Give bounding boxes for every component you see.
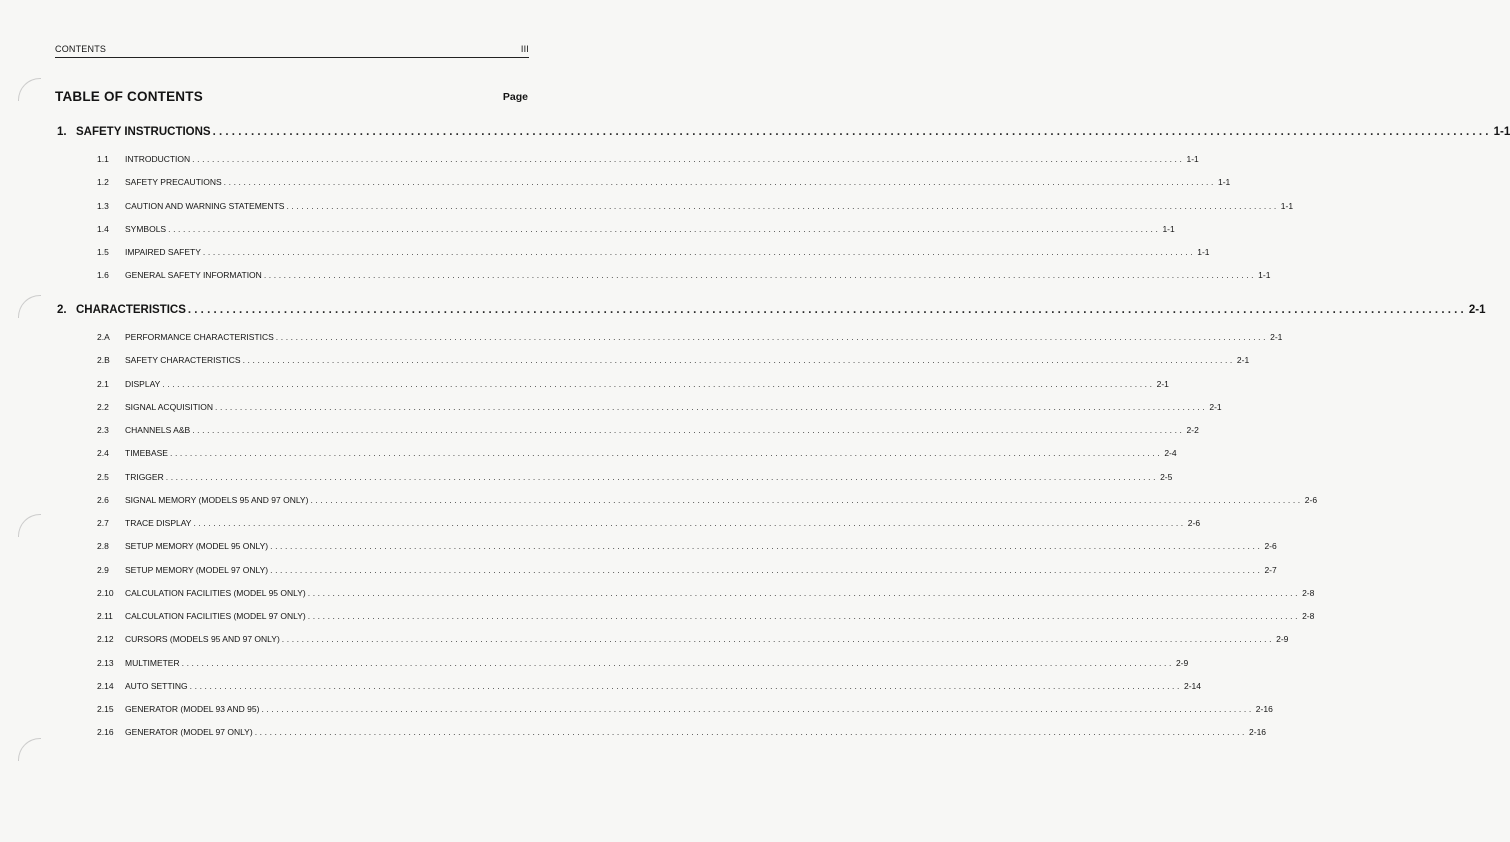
entry-page: 2-8 xyxy=(1302,588,1315,598)
scan-mark xyxy=(18,738,41,761)
toc-entry-row[interactable] xyxy=(97,565,1277,577)
toc-entry-row[interactable] xyxy=(97,634,1289,646)
dot-leader: ........................................................................................................................................................................................................ xyxy=(263,270,1257,280)
entry-page: 1-1 xyxy=(1218,177,1231,187)
entry-number: 2.8 xyxy=(97,541,109,551)
dot-leader: ........................................................................................................................................................................................................ xyxy=(192,425,1185,435)
entry-page: 2-1 xyxy=(1236,355,1250,365)
entry-title: DISPLAY xyxy=(125,379,161,389)
dot-leader: ........................................................................................................................................................................................................ xyxy=(215,402,1208,412)
dot-leader: ........................................................................................................................................................................................................ xyxy=(202,247,1196,257)
toc-entry-row[interactable] xyxy=(97,154,1199,166)
toc-entry-row[interactable] xyxy=(97,681,1201,693)
entry-title: GENERATOR (MODEL 97 ONLY) xyxy=(125,727,253,737)
entry-title: GENERAL SAFETY INFORMATION xyxy=(125,270,262,280)
toc-entry-row[interactable] xyxy=(97,402,1222,414)
scan-mark xyxy=(18,295,41,318)
entry-page: 1-1 xyxy=(1280,201,1294,211)
entry-page: 2-16 xyxy=(1255,704,1273,714)
entry-title: INTRODUCTION xyxy=(125,154,191,164)
entry-number: 2.1 xyxy=(97,379,109,389)
entry-number: 2.13 xyxy=(97,658,114,668)
entry-title: SIGNAL ACQUISITION xyxy=(125,402,214,412)
toc-title: TABLE OF CONTENTS xyxy=(55,89,203,104)
entry-number: 1.4 xyxy=(97,224,109,234)
entry-title: CURSORS (MODELS 95 AND 97 ONLY) xyxy=(125,634,280,644)
toc-entry-row[interactable] xyxy=(97,495,1318,507)
entry-title: SETUP MEMORY (MODEL 95 ONLY) xyxy=(125,541,269,551)
entry-page: 2-6 xyxy=(1187,518,1201,528)
toc-entry-row[interactable] xyxy=(97,518,1201,530)
entry-title: MULTIMETER xyxy=(125,658,180,668)
toc-entry-row[interactable] xyxy=(97,611,1315,623)
entry-number: 1.6 xyxy=(97,270,109,280)
entry-number: 2.4 xyxy=(97,448,109,458)
dot-leader: ........................................................................................................................................................................................................ xyxy=(270,541,1263,551)
entry-page: 2-6 xyxy=(1304,495,1318,505)
entry-page: 1-1 xyxy=(1162,224,1175,234)
dot-leader: ........................................................................................................................................................................................................ xyxy=(281,634,1275,644)
dot-leader: ........................................................................................................................................................................................................ xyxy=(181,658,1174,668)
entry-title: SIGNAL MEMORY (MODELS 95 AND 97 ONLY) xyxy=(125,495,309,505)
entry-number: 2.A xyxy=(97,332,110,342)
dot-leader: ........................................................................................................................................................................................................ xyxy=(254,727,1248,737)
toc-entry-row[interactable] xyxy=(97,472,1173,484)
dot-leader: ........................................................................................................................................................................................................ xyxy=(261,704,1254,714)
entry-page: 2-16 xyxy=(1249,727,1267,737)
entry-title: TRIGGER xyxy=(125,472,164,482)
toc-entry-row[interactable] xyxy=(97,247,1210,259)
dot-leader: ........................................................................................................................................................................................................ xyxy=(168,224,1161,234)
entry-title: SYMBOLS xyxy=(125,224,167,234)
entry-number: 2.10 xyxy=(97,588,114,598)
entry-page: 1-1 xyxy=(1493,126,1510,138)
dot-leader: ........................................................................................................................................................................................................ xyxy=(307,588,1301,598)
entry-number: 2. xyxy=(57,304,67,316)
dot-leader: ........................................................................................................................................................................................................ xyxy=(193,518,1186,528)
entry-page: 2-1 xyxy=(1209,402,1222,412)
dot-leader: ........................................................................................................................................................................................................ xyxy=(286,201,1279,211)
toc-entry-row[interactable] xyxy=(97,224,1175,236)
entry-number: 2.2 xyxy=(97,402,109,412)
entry-number: 2.7 xyxy=(97,518,109,528)
entry-page: 2-9 xyxy=(1276,634,1289,644)
dot-leader: ........................................................................................................................................................................................................ xyxy=(307,611,1301,621)
scan-mark xyxy=(18,78,41,101)
entry-title: PERFORMANCE CHARACTERISTICS xyxy=(125,332,274,342)
entry-number: 1. xyxy=(57,126,67,138)
dot-leader: ........................................................................................................................................................................................................ xyxy=(310,495,1303,505)
entry-page: 2-1 xyxy=(1468,304,1486,316)
entry-page: 2-1 xyxy=(1156,379,1169,389)
toc-entry-row[interactable] xyxy=(97,379,1169,391)
entry-page: 2-14 xyxy=(1183,681,1201,691)
entry-page: 1-1 xyxy=(1186,154,1199,164)
entry-number: 2.3 xyxy=(97,425,109,435)
entry-title: CHANNELS A&B xyxy=(125,425,191,435)
entry-title: SAFETY PRECAUTIONS xyxy=(125,177,222,187)
entry-number: 2.15 xyxy=(97,704,114,714)
toc-section-row[interactable] xyxy=(57,304,1486,320)
entry-number: 2.14 xyxy=(97,681,114,691)
entry-number: 2.B xyxy=(97,355,110,365)
entry-title: IMPAIRED SAFETY xyxy=(125,247,201,257)
entry-page: 2-8 xyxy=(1302,611,1315,621)
entry-title: TRACE DISPLAY xyxy=(125,518,192,528)
toc-entry-row[interactable] xyxy=(97,658,1189,670)
toc-entry-row[interactable] xyxy=(97,588,1315,600)
toc-entry-row[interactable] xyxy=(97,541,1277,553)
entry-title: TIMEBASE xyxy=(125,448,168,458)
entry-page: 2-4 xyxy=(1164,448,1177,458)
entry-title: GENERATOR (MODEL 93 AND 95) xyxy=(125,704,260,714)
entry-number: 1.1 xyxy=(97,154,109,164)
entry-page: 2-9 xyxy=(1175,658,1189,668)
toc-section-row[interactable] xyxy=(57,126,1510,142)
entry-page: 2-5 xyxy=(1160,472,1173,482)
entry-number: 2.9 xyxy=(97,565,109,575)
entry-page: 2-7 xyxy=(1264,565,1277,575)
dot-leader: ........................................................................................................................................................................................................ xyxy=(169,448,1163,458)
entry-number: 2.11 xyxy=(97,611,113,621)
toc-entry-row[interactable] xyxy=(97,704,1273,716)
entry-number: 2.16 xyxy=(97,727,114,737)
dot-leader: ........................................................................................................................................................................................................ xyxy=(275,332,1269,342)
entry-title: CAUTION AND WARNING STATEMENTS xyxy=(125,201,285,211)
entry-page: 1-1 xyxy=(1197,247,1210,257)
toc-entry-row[interactable] xyxy=(97,355,1250,367)
toc-entry-row[interactable] xyxy=(97,270,1271,282)
header-page-number: III xyxy=(520,44,529,54)
entry-title: SAFETY INSTRUCTIONS xyxy=(76,126,211,138)
toc-entry-row[interactable] xyxy=(97,332,1283,344)
toc-entry-row[interactable] xyxy=(97,177,1231,189)
entry-number: 1.2 xyxy=(97,177,109,187)
dot-leader: ........................................................................................................................................................................................................ xyxy=(192,154,1185,164)
dot-leader: ........................................................................................................................................................................................................ xyxy=(212,126,1492,138)
dot-leader: ........................................................................................................................................................................................................ xyxy=(270,565,1263,575)
entry-number: 1.3 xyxy=(97,201,109,211)
toc-entry-row[interactable] xyxy=(97,201,1294,213)
dot-leader: ........................................................................................................................................................................................................ xyxy=(162,379,1155,389)
dot-leader: ........................................................................................................................................................................................................ xyxy=(189,681,1182,691)
entry-title: CHARACTERISTICS xyxy=(76,304,186,316)
entry-number: 2.6 xyxy=(97,495,109,505)
entry-title: CALCULATION FACILITIES (MODEL 97 ONLY) xyxy=(125,611,306,621)
scan-mark xyxy=(18,514,41,537)
dot-leader: ........................................................................................................................................................................................................ xyxy=(223,177,1216,187)
entry-page: 2-2 xyxy=(1186,425,1199,435)
dot-leader: ........................................................................................................................................................................................................ xyxy=(242,355,1235,365)
toc-entry-row[interactable] xyxy=(97,425,1199,437)
entry-title: SAFETY CHARACTERISTICS xyxy=(125,355,241,365)
entry-title: AUTO SETTING xyxy=(125,681,188,691)
dot-leader: ........................................................................................................................................................................................................ xyxy=(187,304,1467,316)
entry-number: 2.12 xyxy=(97,634,114,644)
entry-title: CALCULATION FACILITIES (MODEL 95 ONLY) xyxy=(125,588,306,598)
header-section-label: CONTENTS xyxy=(55,44,107,54)
entry-page: 2-1 xyxy=(1270,332,1283,342)
entry-title: SETUP MEMORY (MODEL 97 ONLY) xyxy=(125,565,269,575)
page-column-label: Page xyxy=(502,91,528,103)
entry-page: 1-1 xyxy=(1258,270,1271,280)
page-header xyxy=(55,42,529,58)
entry-number: 1.5 xyxy=(97,247,109,257)
entry-page: 2-6 xyxy=(1264,541,1277,551)
dot-leader: ........................................................................................................................................................................................................ xyxy=(165,472,1159,482)
toc-entry-row[interactable] xyxy=(97,448,1177,460)
toc-entry-row[interactable] xyxy=(97,727,1267,739)
entry-number: 2.5 xyxy=(97,472,109,482)
